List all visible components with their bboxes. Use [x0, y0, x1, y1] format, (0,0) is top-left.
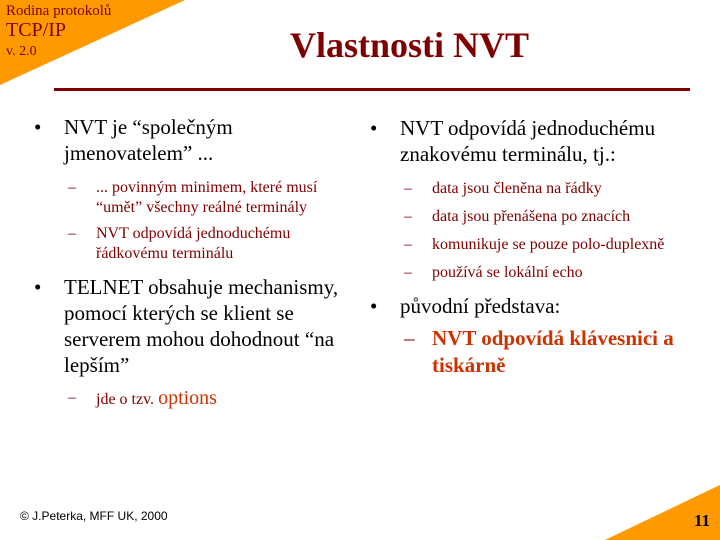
page-number: 11 [693, 511, 710, 530]
left-sub-bullet-1 [68, 178, 354, 218]
right-bullet-1 [370, 115, 700, 167]
bullet-marker: • [34, 275, 42, 299]
bullet-marker: • [370, 294, 378, 318]
left-bullet-2 [34, 274, 354, 378]
right-bullet-2-text: původní představa: [400, 294, 561, 318]
left-sub-bullet-1-text: ... povinným minimem, které musí “umět” všechny reálné terminály [96, 179, 318, 216]
title-divider [54, 88, 690, 91]
bullet-marker: • [370, 116, 378, 140]
right-sub-bullet-1-text: data jsou členěna na řádky [432, 180, 602, 197]
dash-marker: – [68, 179, 76, 196]
slide-title: Vlastnosti NVT [290, 25, 530, 65]
right-sub-bullet-5 [404, 325, 700, 379]
right-sub-bullet-3-text: komunikuje se pouze polo-duplexně [432, 236, 665, 253]
right-sub-bullet-1 [404, 179, 700, 199]
dash-marker: – [404, 208, 412, 225]
course-version: v. 2.0 [6, 44, 37, 59]
left-bullet-1 [34, 114, 354, 166]
dash-marker: – [68, 225, 76, 242]
left-sub-bullet-2-text: NVT odpovídá jednoduchému řádkovému terminálu [96, 225, 291, 262]
course-name: Rodina protokolů [6, 3, 112, 19]
right-bullet-2 [370, 293, 700, 319]
right-sub-bullet-3 [404, 235, 700, 255]
left-column [34, 114, 354, 410]
left-bullet-1-text: NVT je “společným jmenovatelem” ... [64, 115, 233, 165]
right-sub-bullet-2 [404, 207, 700, 227]
bullet-marker: • [34, 115, 42, 139]
dash-marker: – [68, 389, 76, 406]
course-label [6, 4, 111, 59]
dash-marker: – [404, 264, 412, 281]
right-sub-bullet-4-text: používá se lokální echo [432, 264, 583, 281]
course-protocol: TCP/IP [6, 19, 67, 41]
right-sub-bullet-5-text: NVT odpovídá klávesnici a tiskárně [432, 326, 674, 377]
right-sub-bullet-4 [404, 263, 700, 283]
footer-copyright: © J.Peterka, MFF UK, 2000 [20, 509, 168, 523]
dash-marker: – [404, 326, 415, 350]
left-bullet-2-text: TELNET obsahuje mechanismy, pomocí kterých se klient se serverem mohou dohodnout “na lepším” [64, 275, 339, 377]
options-keyword: options [158, 387, 217, 409]
dash-marker: – [404, 180, 412, 197]
left-sub-bullet-3 [68, 388, 354, 410]
left-sub-bullet-3-prefix: jde o tzv. [96, 391, 155, 408]
right-sub-bullet-2-text: data jsou přenášena po znacích [432, 208, 631, 225]
dash-marker: – [404, 236, 412, 253]
right-column [370, 115, 700, 379]
right-bullet-1-text: NVT odpovídá jednoduchému znakovému terminálu, tj.: [400, 116, 656, 166]
left-sub-bullet-2 [68, 224, 354, 264]
